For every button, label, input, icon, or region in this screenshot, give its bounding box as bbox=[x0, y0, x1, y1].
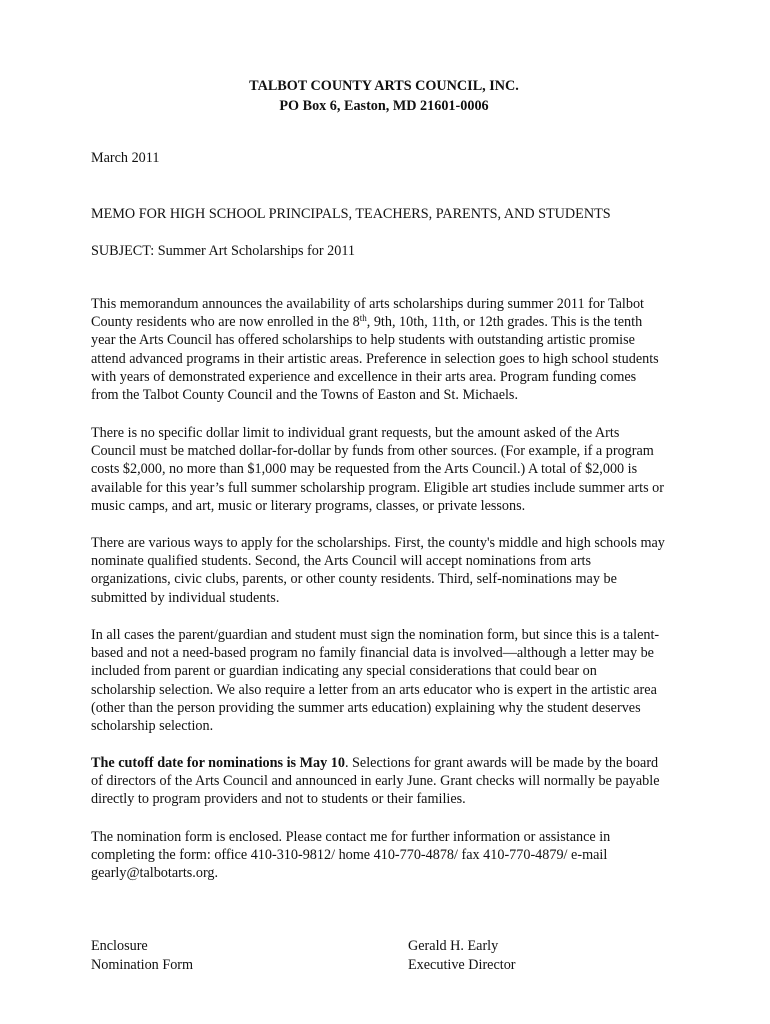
org-address: PO Box 6, Easton, MD 21601-0006 bbox=[279, 98, 489, 114]
memo-recipients: MEMO FOR HIGH SCHOOL PRINCIPALS, TEACHERS, PARENTS, AND STUDENTS bbox=[91, 206, 611, 222]
paragraph-requirements: In all cases the parent/guardian and student must sign the nomination form, but since this is a talent-based and not a need-based program no family financial data is involved—although a letter may be included from parent or guardian indicating any special considerations that could bear on scholarship selection. We also require a letter from an arts educator who is expert in the artistic area (other than the person providing the summer arts education) explaining why the student deserves scholarship selection. bbox=[91, 627, 660, 735]
paragraph-announcement-text-a: This memorandum announces the availability of arts scholarships during summer 2011 for Talbot County residents who are now enrolled in the 8 bbox=[91, 296, 644, 331]
paragraph-cutoff-text: . Selections for grant awards will be made by the board of directors of the Arts Council and announced in early June. Grant checks will normally be payable directly to program providers and not to students or their families. bbox=[91, 755, 660, 808]
paragraph-cutoff bbox=[91, 754, 665, 809]
enclosure-block bbox=[91, 937, 193, 975]
paragraph-announcement bbox=[91, 295, 665, 404]
enclosure-label: Enclosure bbox=[91, 938, 148, 954]
paragraph-contact: The nomination form is enclosed. Please contact me for further information or assistance in completing the form: office 410-310-9812/ home 410-770-4878/ fax 410-770-4879/ e-mail gearly@talbotarts.org. bbox=[91, 829, 611, 882]
signature-block bbox=[408, 937, 516, 975]
letterhead bbox=[0, 76, 770, 116]
signer-name: Gerald H. Early bbox=[408, 938, 499, 954]
memo-date: March 2011 bbox=[91, 150, 160, 166]
paragraph-funding: There is no specific dollar limit to individual grant requests, but the amount asked of the Arts Council must be matched dollar-for-dollar by funds from other sources. (For example, if a program costs $2,000, no more than $1,000 may be requested from the Arts Council.) A total of $2,000 is available for this year’s full summer scholarship program. Eligible art studies include summer arts or music camps, and art, music or literary programs, classes, or private lessons. bbox=[91, 425, 665, 514]
paragraph-announcement-text-b: , 9th, 10th, 11th, or 12th grades. This is the tenth year the Arts Council has offered scholarships to help students with outstanding artistic promise attend advanced programs in their artistic areas. Preference in selection goes to high school students with years of demonstrated experience and excellence in their arts area. Program funding comes from the Talbot County Council and the Towns of Easton and St. Michaels. bbox=[91, 314, 659, 404]
memo-subject: SUBJECT: Summer Art Scholarships for 2011 bbox=[91, 243, 355, 259]
signer-title: Executive Director bbox=[408, 957, 516, 973]
enclosure-item: Nomination Form bbox=[91, 957, 194, 973]
org-name: TALBOT COUNTY ARTS COUNCIL, INC. bbox=[249, 78, 519, 94]
grade-superscript: th bbox=[359, 313, 367, 324]
paragraph-application: There are various ways to apply for the scholarships. First, the county's middle and high schools may nominate qualified students. Second, the Arts Council will accept nominations from arts organizations, civic clubs, parents, or other county residents. Third, self-nominations may be submitted by individual students. bbox=[91, 535, 665, 606]
cutoff-date-notice: The cutoff date for nominations is May 10 bbox=[91, 755, 345, 771]
